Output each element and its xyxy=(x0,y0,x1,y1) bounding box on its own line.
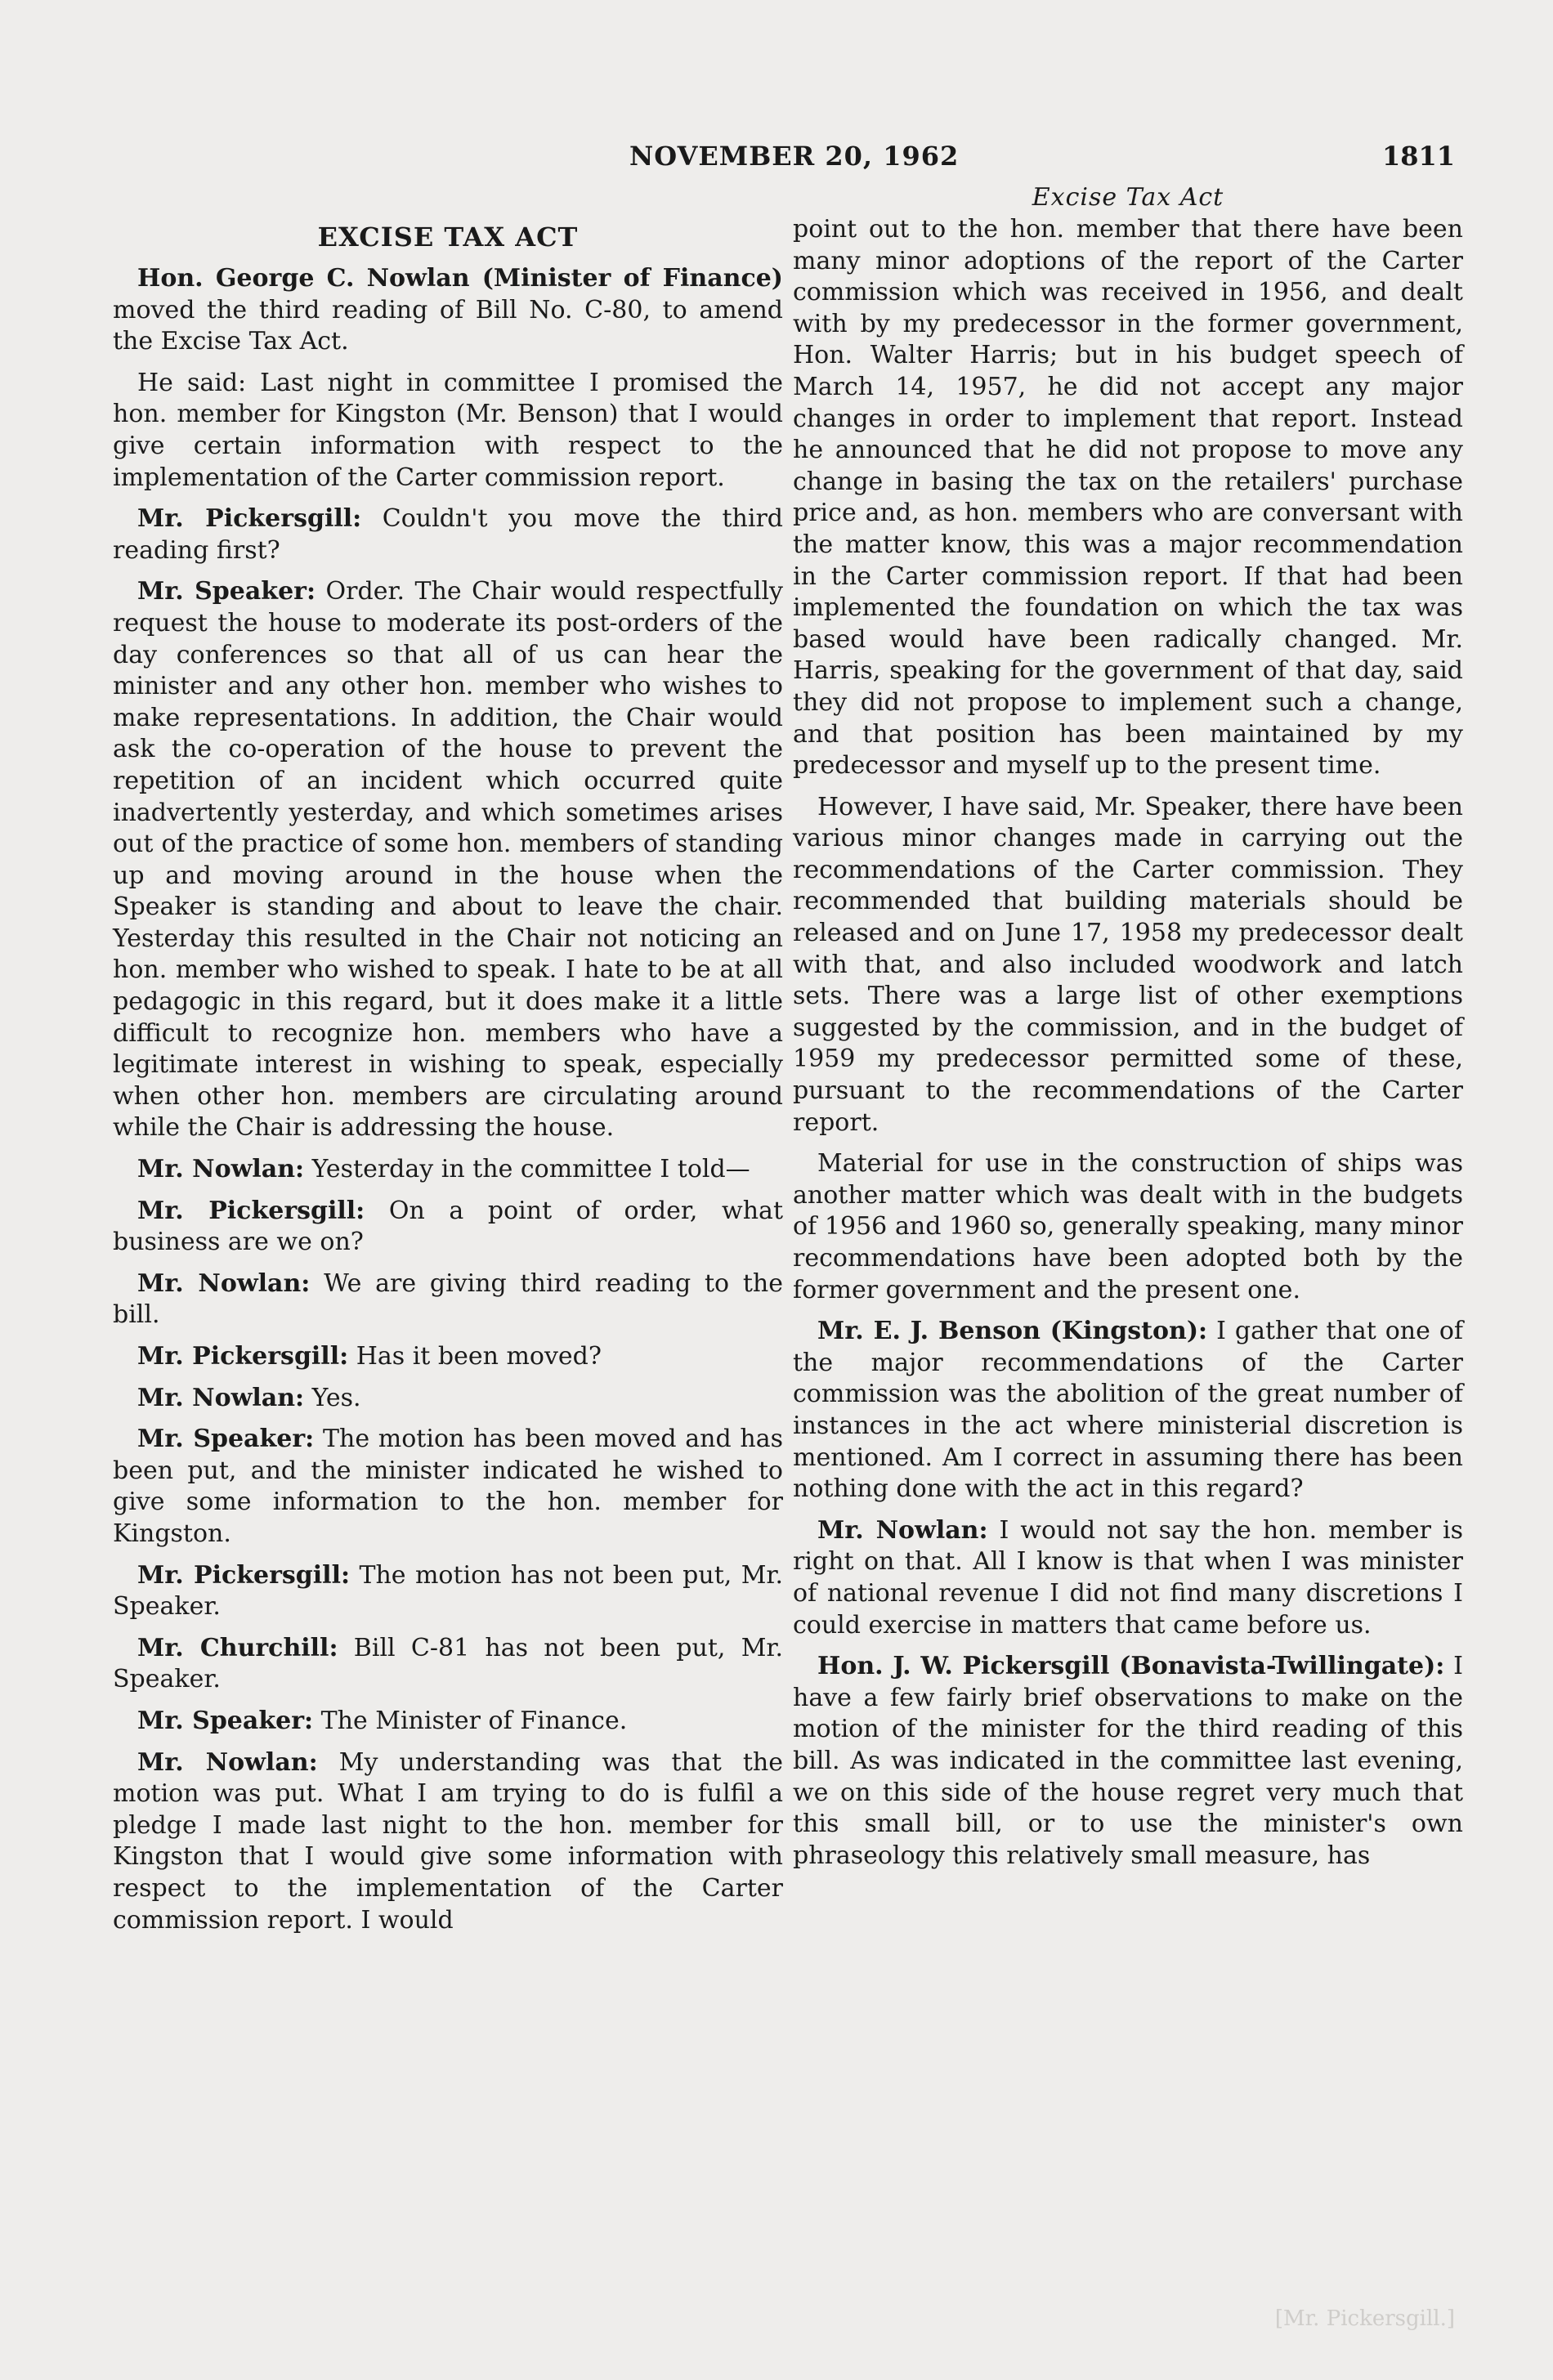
page-number: 1811 xyxy=(1381,141,1455,172)
speaker-name: Mr. Churchill: xyxy=(137,1633,338,1662)
paragraph xyxy=(113,1154,783,1186)
bleed-through-text: [Mr. Pickersgill.] xyxy=(1274,2306,1455,2331)
paragraph-text: Couldn't you move the third reading first? xyxy=(113,504,783,565)
paragraph-text: I have a few fairly brief observations to make on the motion of the minister for the third reading of this bill. As was indicated in the committee last evening, we on this side of the house regret very much that this small bill, or to use the minister's own phraseology this relatively small measure, has xyxy=(793,1652,1463,1870)
speaker-name: Mr. Nowlan: xyxy=(137,1155,305,1184)
header-date: NOVEMBER 20, 1962 xyxy=(629,141,960,172)
paragraph xyxy=(113,1341,783,1373)
paragraph xyxy=(793,1148,1463,1306)
paragraph xyxy=(113,1268,783,1331)
paragraph-text: Has it been moved? xyxy=(348,1342,602,1371)
paragraph xyxy=(113,1424,783,1550)
paragraph-text: I would not say the hon. member is right on that. All I know is that when I was minister of national revenue I did not find many discretions I could exercise in matters that came before us. xyxy=(793,1515,1463,1640)
paragraph xyxy=(113,1747,783,1937)
paragraph-text: He said: Last night in committee I promised the hon. member for Kingston (Mr. Benson) that I would give certain information with respect to the implementation of the Carter commission report. xyxy=(113,368,783,492)
speaker-name: Hon. J. W. Pickersgill (Bonavista-Twillingate): xyxy=(817,1652,1445,1681)
speaker-name: Mr. Speaker: xyxy=(137,577,316,606)
paragraph-text: I gather that one of the major recommendations of the Carter commission was the abolition of the great number of instances in the act where ministerial discretion is mentioned. Am I correct in assuming there has been nothing done with the act in this regard? xyxy=(793,1317,1464,1504)
paragraph xyxy=(113,1633,783,1696)
speaker-name: Hon. George C. Nowlan (Minister of Finance) xyxy=(137,264,783,293)
speaker-name: Mr. Nowlan: xyxy=(817,1515,988,1545)
paragraph-text: The motion has been moved and has been put, and the minister indicated he wished to give some information to the hon. member for Kingston. xyxy=(113,1425,783,1548)
speaker-name: Mr. Speaker: xyxy=(137,1706,314,1735)
speaker-name: Mr. Pickersgill: xyxy=(137,1560,351,1590)
paragraph-text: We are giving third reading to the bill. xyxy=(113,1268,783,1330)
paragraph-text: The Minister of Finance. xyxy=(313,1706,628,1735)
running-head: Excise Tax Act xyxy=(1032,183,1224,212)
right-column xyxy=(793,181,1463,1881)
paragraph-text: Bill C-81 has not been put, Mr. Speaker. xyxy=(113,1633,783,1694)
paragraph xyxy=(793,1515,1463,1641)
speaker-name: Mr. Speaker: xyxy=(137,1425,315,1454)
paragraph-text: On a point of order, what business are we on? xyxy=(113,1196,783,1257)
paragraph xyxy=(113,368,783,494)
paragraph xyxy=(113,503,783,566)
paragraph-text: Yes. xyxy=(304,1383,361,1412)
left-column xyxy=(113,221,783,1946)
paragraph xyxy=(793,1651,1463,1872)
paragraph-text: Material for use in the construction of ships was another matter which was dealt with in the budgets of 1956 and 1960 so, generally speaking, many minor recommendations have been adopted both by the former government and the present one. xyxy=(793,1149,1463,1304)
paragraph xyxy=(113,576,783,1144)
speaker-name: Mr. Nowlan: xyxy=(137,1268,311,1298)
paragraph xyxy=(793,214,1463,782)
paragraph xyxy=(113,1560,783,1623)
speaker-name: Mr. Pickersgill: xyxy=(137,1196,365,1225)
speaker-name: Mr. Nowlan: xyxy=(137,1747,318,1777)
paragraph-text: Yesterday in the committee I told— xyxy=(304,1155,750,1184)
paragraph-text: Order. The Chair would respectfully request the house to moderate its post-orders of the day conferences so that all of us can hear the minister and any other hon. member who wishes to make representations. In addition, the Chair would ask the co-operation of the house to prevent the repetition of an incident which occurred quite inadvertently yesterday, and which sometimes arises out of the practice of some hon. members of standing up and moving around in the house when the Speaker is standing and about to leave the chair. Yesterday this resulted in the Chair not noticing an hon. member who wished to speak. I hate to be at all pedagogic in this regard, but it does make it a little difficult to recognize hon. members who have a legitimate interest in wishing to speak, especially when other hon. members are circulating around while the Chair is addressing the house. xyxy=(113,577,783,1143)
paragraph-text: The motion has not been put, Mr. Speaker. xyxy=(113,1560,783,1622)
section-title: EXCISE TAX ACT xyxy=(317,221,579,253)
paragraph-text: moved the third reading of Bill No. C-80, to amend the Excise Tax Act. xyxy=(113,295,783,356)
paragraph-text: point out to the hon. member that there have been many minor adoptions of the report of the Carter commission which was received in 1956, and dealt with by my predecessor in the former government, Hon. Walter Harris; but in his budget speech of March 14, 1957, he did not accept any major changes in order to implement that report. Instead he announced that he did not propose to move any change in basing the tax on the retailers' purchase price and, as hon. members who are conversant with the matter know, this was a major recommendation in the Carter commission report. If that had been implemented the foundation on which the tax was based would have been radically changed. Mr. Harris, speaking for the government of that day, said they did not propose to implement such a change, and that position has been maintained by my predecessor and myself up to the present time. xyxy=(793,215,1463,781)
paragraph xyxy=(113,1383,783,1415)
paragraph xyxy=(113,1196,783,1259)
page-header xyxy=(106,141,1455,181)
speaker-name: Mr. Nowlan: xyxy=(137,1383,305,1412)
speaker-name: Mr. Pickersgill: xyxy=(137,504,362,534)
paragraph xyxy=(793,792,1463,1139)
speaker-name: Mr. Pickersgill: xyxy=(137,1342,349,1371)
paragraph-text: However, I have said, Mr. Speaker, there have been various minor changes made in carrying out the recommendations of the Carter commission. They recommended that building materials should be released and on June 17, 1958 my predecessor dealt with that, and also included woodwork and latch sets. There was a large list of other exemptions suggested by the commission, and in the budget of 1959 my predecessor permitted some of these, pursuant to the recommendations of the Carter report. xyxy=(793,792,1463,1137)
paragraph xyxy=(113,263,783,358)
speaker-name: Mr. E. J. Benson (Kingston): xyxy=(817,1317,1208,1346)
paragraph xyxy=(793,1316,1463,1505)
paragraph xyxy=(113,1706,783,1738)
paragraph-text: My understanding was that the motion was put. What I am trying to do is fulfil a pledge I made last night to the hon. member for Kingston that I would give some information with respect to the implementation of the Carter commission report. I would xyxy=(113,1747,783,1935)
